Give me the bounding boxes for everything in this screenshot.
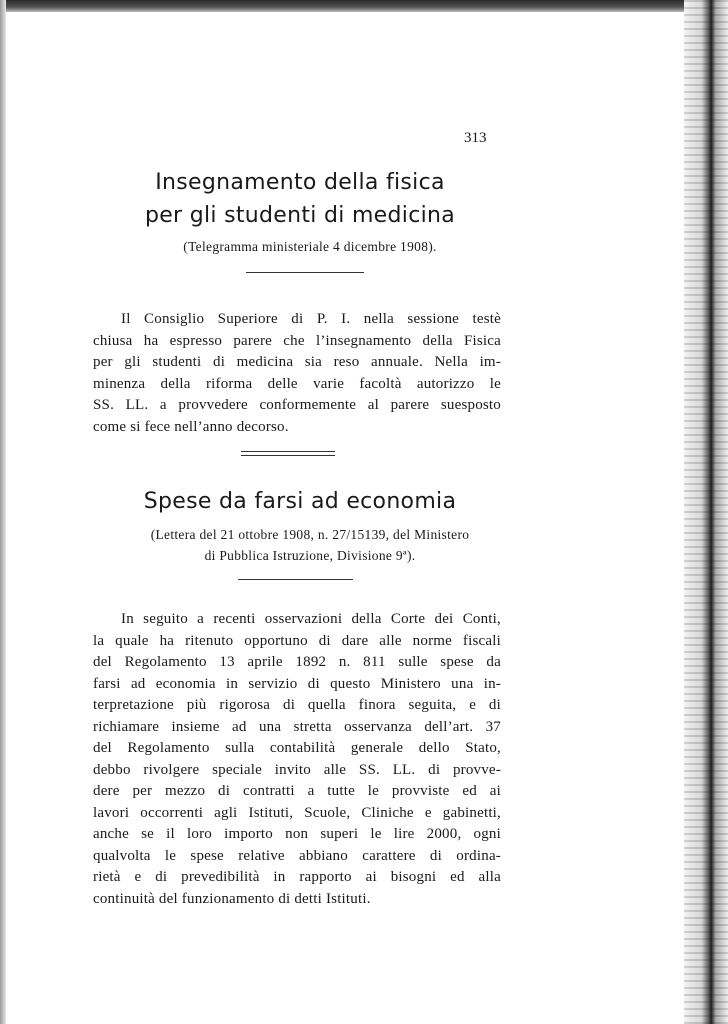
scan-top-edge xyxy=(0,0,728,12)
paragraph-line: Il Consiglio Superiore di P. I. nella sessione testè xyxy=(121,311,501,327)
paragraph-line: SS. LL. a provvedere conformemente al parere suesposto xyxy=(93,397,501,413)
paragraph-line: lavori occorrenti agli Istituti, Scuole, Cliniche e gabinetti, xyxy=(93,804,501,821)
section1-divider xyxy=(246,272,364,273)
section1-paragraph xyxy=(93,309,501,438)
section1-title-line2: per gli studenti di medicina xyxy=(144,203,456,228)
paragraph-line: richiamare insieme ad una stretta osservanza dell’art. 37 xyxy=(93,718,501,735)
section1-title xyxy=(100,166,500,232)
scan-left-edge xyxy=(0,0,6,1024)
paragraph-line: chiusa ha espresso parere che l’insegnamento della Fisica xyxy=(93,332,501,349)
paragraph-line: In seguito a recenti osservazioni della Corte dei Conti, xyxy=(121,611,501,627)
section2-subtitle xyxy=(100,524,520,566)
paragraph-line: farsi ad economia in servizio di questo Ministero una in- xyxy=(93,675,501,692)
section2-subtitle-line1: (Lettera del 21 ottobre 1908, n. 27/15139, del Ministero xyxy=(150,527,470,542)
section1-subtitle: (Telegramma ministeriale 4 dicembre 1908). xyxy=(183,239,437,254)
section-separator-bottom xyxy=(241,455,335,456)
section2-subtitle-line2: di Pubblica Istruzione, Divisione 9ª). xyxy=(204,548,416,563)
paragraph-line: del Regolamento sulla contabilità generale dello Stato, xyxy=(93,740,501,756)
paragraph-line: minenza della riforma delle varie facoltà autorizzo le xyxy=(93,375,501,392)
paragraph-line: per gli studenti di medicina sia reso annuale. Nella im- xyxy=(93,354,501,370)
paragraph-line: continuità del funzionamento di detti Istituti. xyxy=(93,890,371,907)
paragraph-line: del Regolamento 13 aprile 1892 n. 811 sulle spese da xyxy=(93,654,501,670)
paragraph-line: anche se il loro importo non superi le lire 2000, ogni xyxy=(93,826,501,842)
paragraph-line: dere per mezzo di contratti a tutte le provviste ed ai xyxy=(93,783,501,799)
section-separator-top xyxy=(241,451,335,452)
paragraph-line: rietà e di prevedibilità in rapporto ai bisogni ed alla xyxy=(93,869,501,885)
paragraph-line: terpretazione più rigorosa di quella finora seguita, e di xyxy=(93,697,501,713)
scan-right-binding-edge xyxy=(684,0,728,1024)
page-number: 313 xyxy=(464,130,487,146)
section2-title: Spese da farsi ad economia xyxy=(143,489,457,514)
section1-title-line1: Insegnamento della fisica xyxy=(155,170,445,195)
paragraph-line: come si fece nell’anno decorso. xyxy=(93,418,289,435)
section2-divider xyxy=(238,579,353,580)
section2-paragraph xyxy=(93,609,501,910)
paragraph-line: la quale ha ritenuto opportuno di dare alle norme fiscali xyxy=(93,632,501,649)
paragraph-line: qualvolta le spese relative abbiano carattere di ordina- xyxy=(93,847,501,864)
paragraph-line: debbo rivolgere speciale invito alle SS. LL. di provve- xyxy=(93,761,501,778)
